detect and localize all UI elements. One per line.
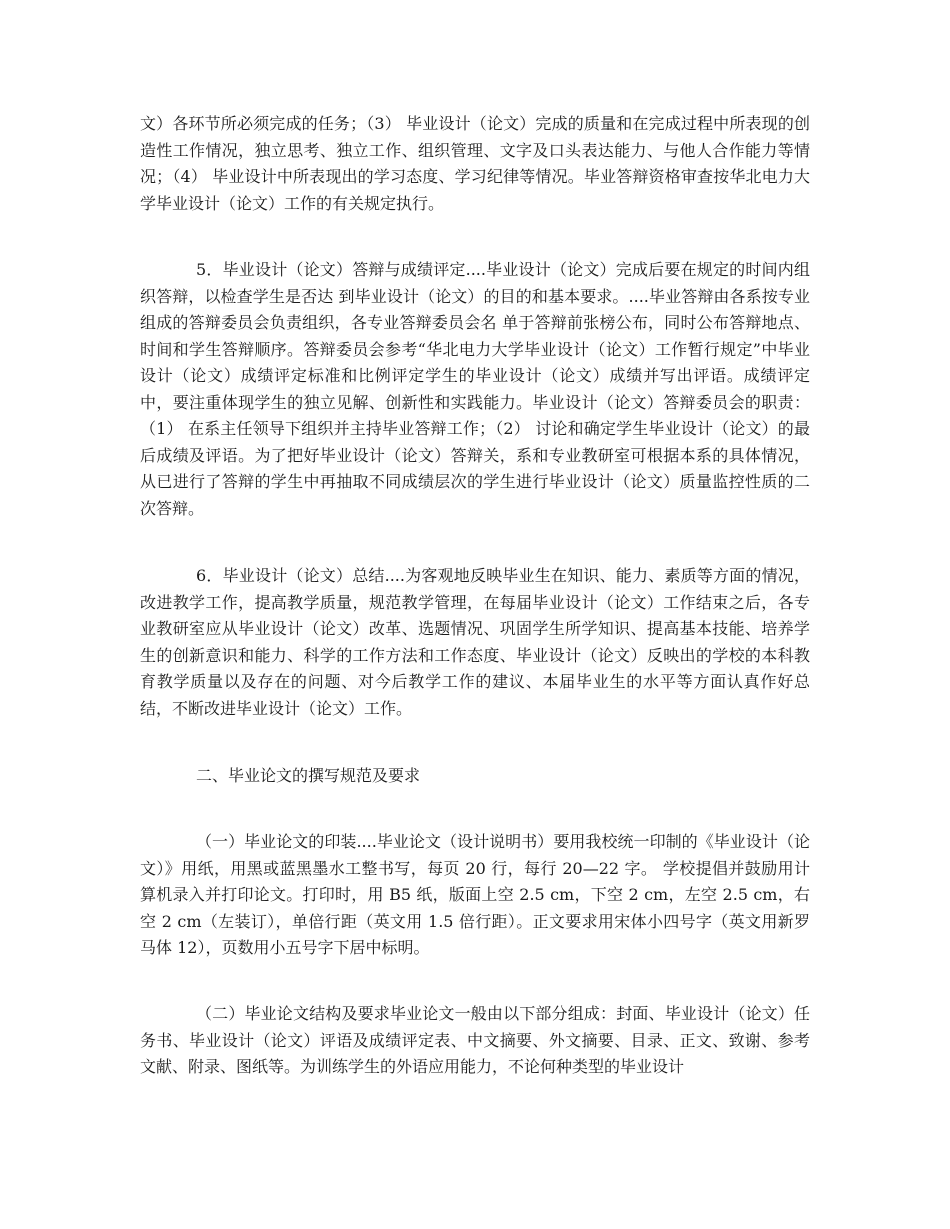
section-heading: 二、毕业论文的撰写规范及要求: [196, 766, 421, 785]
paragraph-section-5: 5．毕业设计（论文）答辩与成绩评定....毕业设计（论文）完成后要在规定的时间内组织答辩，以检查学生是否达 到毕业设计（论文）的目的和基本要求。....毕业答辩由各系按专业组成的答辩委员会负责组织，各专业答辩委员会名 单于答辩前张榜公布，同时公布答辩地点、时间和学生答辩顺序。答辩委员会参考“华北电力大学毕业设计（论文）工作暂行规定”中毕业设计（论文）成绩评定标准和比例评定学生的毕业设计（论文）成绩并写出评语。成绩评定中，要注重体现学生的独立见解、创新性和实践能力。毕业设计（论文）答辩委员会的职责：（1） 在系主任领导下组织并主持毕业答辩工作；（2） 讨论和确定学生毕业设计（论文）的最后成绩及评语。为了把好毕业设计（论文）答辩关，系和专业教研室可根据本系的具体情况，从已进行了答辩的学生中再抽取不同成绩层次的学生进行毕业设计（论文）质量监控性质的二次答辩。: [140, 260, 810, 518]
paragraph-printing: （一）毕业论文的印装....毕业论文（设计说明书）要用我校统一印制的《毕业设计（论文）》用纸，用黑或蓝黑墨水工整书写，每页 20 行，每行 20—22 字。 学校提倡并鼓励用计算机录入并打印论文。打印时，用 B5 纸，版面上空 2.5 cm，下空 2 cm，左空 2.5 cm，右空 2 cm（左装订），单倍行距（英文用 1.5 倍行距）。正文要求用宋体小四号字（英文用新罗马体 12），页数用小五号字下居中标明。: [140, 832, 810, 957]
paragraph-section-6: 6．毕业设计（论文）总结....为客观地反映毕业生在知识、能力、素质等方面的情况，改进教学工作，提高教学质量，规范教学管理，在每届毕业设计（论文）工作结束之后，各专业教研室应从毕业设计（论文）改革、选题情况、巩固学生所学知识、提高基本技能、培养学生的创新意识和能力、科学的工作方法和工作态度、毕业设计（论文）反映出的学校的本科教育教学质量以及存在的问题、对今后教学工作的建议、本届毕业生的水平等方面认真作好总结，不断改进毕业设计（论文）工作。: [140, 566, 810, 718]
paragraph-continuation: 文）各环节所必须完成的任务；（3） 毕业设计（论文）完成的质量和在完成过程中所表现的创造性工作情况，独立思考、独立工作、组织管理、文字及口头表达能力、与他人合作能力等情况；（4） 毕业设计中所表现出的学习态度、学习纪律等情况。毕业答辩资格审查按华北电力大学毕业设计（论文）工作的有关规定执行。: [140, 114, 810, 213]
paragraph-structure: （二）毕业论文结构及要求毕业论文一般由以下部分组成：封面、毕业设计（论文）任务书、毕业设计（论文）评语及成绩评定表、中文摘要、外文摘要、目录、正文、致谢、参考文献、附录、图纸等。为训练学生的外语应用能力，不论何种类型的毕业设计: [140, 1004, 810, 1076]
